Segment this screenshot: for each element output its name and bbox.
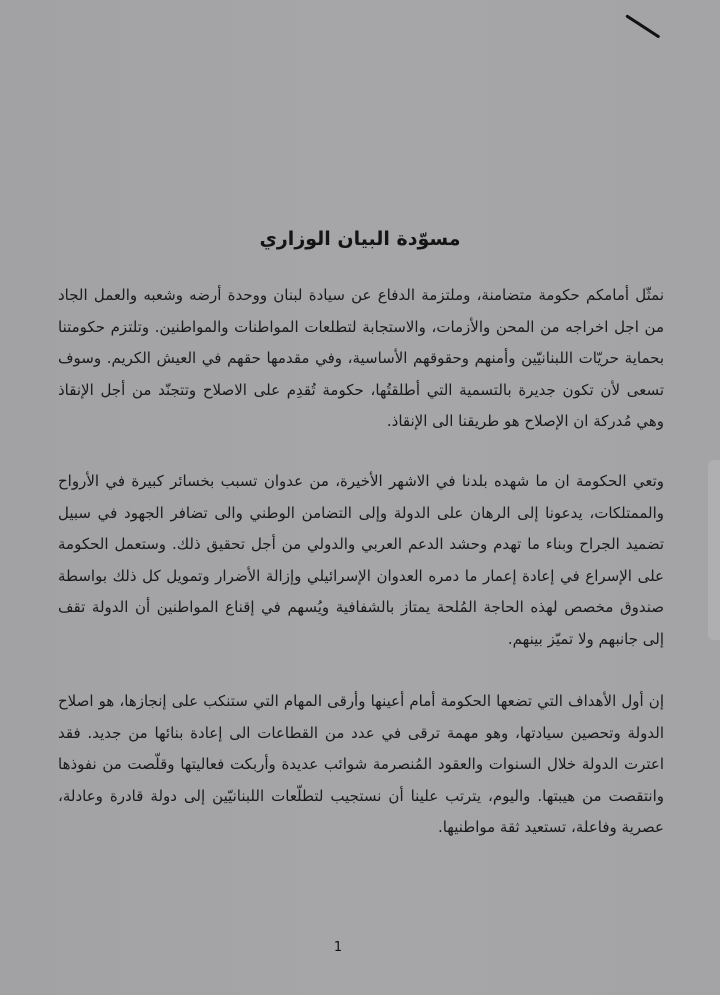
paragraph-2: وتعي الحكومة ان ما شهده بلدنا في الاشهر الأخيرة، من عدوان تسبب بخسائر كبيرة في الأرواح والممتلكات، يدعونا إلى الرهان على الدولة وإلى التضامن الوطني والى تضافر الجهود في سبيل تضميد الجراح وبناء ما تهدم وحشد الدعم العربي والدولي من أجل تحقيق ذلك. وستعمل الحكومة على الإسراع في إعادة إعمار ما دمره العدوان الإسرائيلي وإزالة الأضرار وتمويل كل ذلك بواسطة صندوق مخصص لهذه الحاجة المُلحة يمتاز بالشفافية ويُسهم في إقناع المواطنين أن الدولة تقف إلى جانبهم ولا تميّز بينهم. <box>58 472 664 648</box>
paragraph-1: نمثّل أمامكم حكومة متضامنة، وملتزمة الدفاع عن سيادة لبنان ووحدة أرضه وشعبه والعمل الجاد من اجل اخراجه من المحن والأزمات، والاستجابة لتطلعات المواطنات والمواطنين. وتلتزم حكومتنا بحماية حريّات اللبنانيّين وأمنهم وحقوقهم الأساسية، وفي مقدمها حقهم في العيش الكريم. وسوف تسعى لأن تكون جديرة بالتسمية التي أطلقتُها، حكومة تُقدِم على الاصلاح وتتجنّد من أجل الإنقاذ وهي مُدركة ان الإصلاح هو طريقنا الى الإنقاذ. <box>58 286 664 430</box>
document-title: مسوّدة البيان الوزاري <box>259 228 461 250</box>
pen-mark <box>625 14 660 38</box>
paper-edge <box>708 460 720 640</box>
page-number: 1 <box>333 940 343 955</box>
paragraph-3: إن أول الأهداف التي تضعها الحكومة أمام أعينها وأرقى المهام التي ستنكب على إنجازها، هو اصلاح الدولة وتحصين سيادتها، وهو مهمة ترقى في عدد من القطاعات الى إعادة بنائها من جديد. فقد اعترت الدولة خلال السنوات والعقود المُنصرمة شوائب عديدة وأربكت فعاليتها وقلّصت من نفوذها وانتقصت من هيبتها. واليوم، يترتب علينا أن نستجيب لتطلّعات اللبنانيّين إلى دولة قادرة وعادلة، عصرية وفاعلة، تستعيد ثقة مواطنيها. <box>58 692 664 836</box>
